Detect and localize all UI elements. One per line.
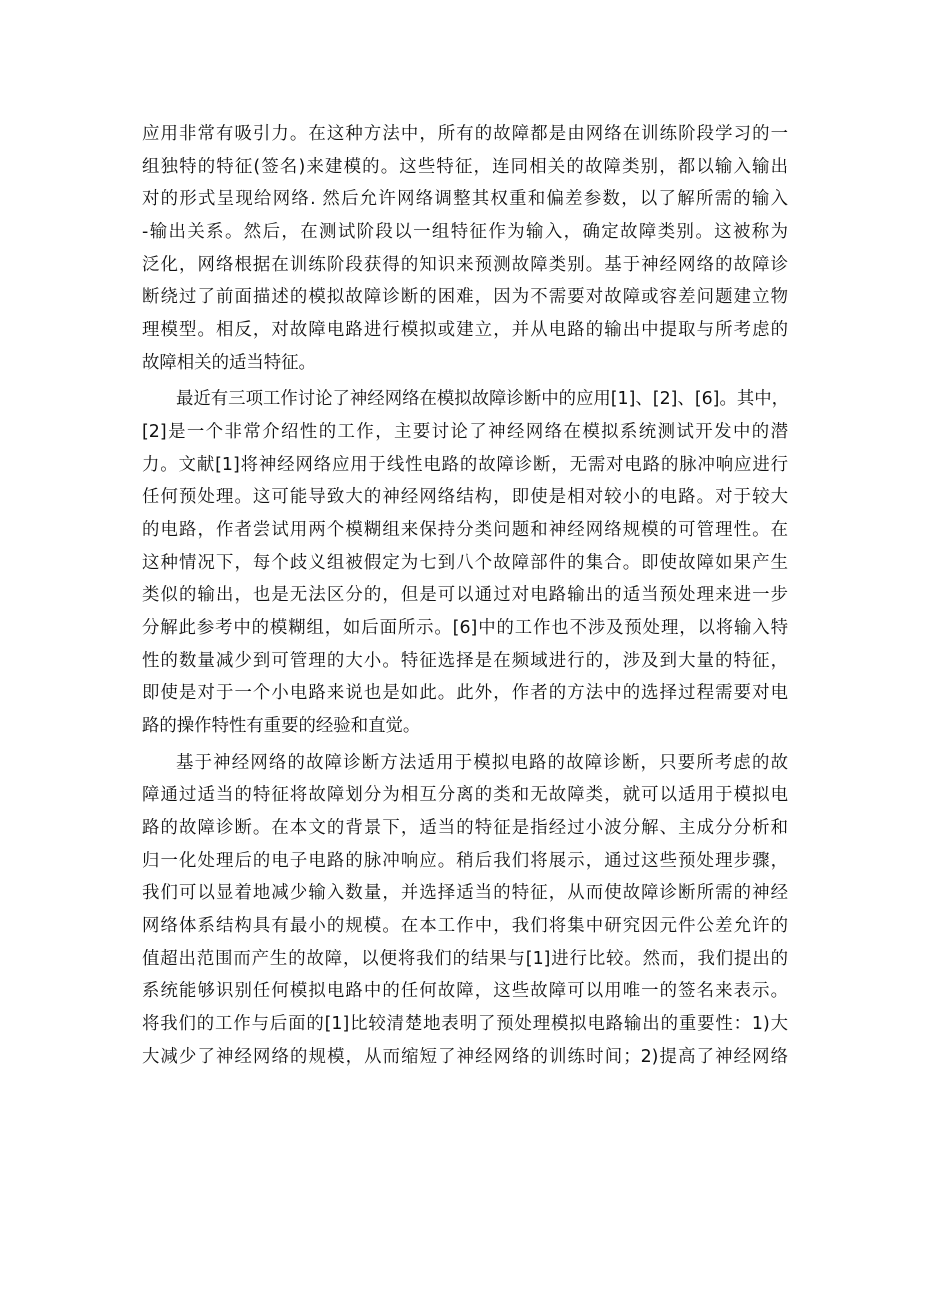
text-line: 我们可以显着地减少输入数量，并选择适当的特征，从而使故障诊断所需的神经 [142, 883, 788, 904]
text-line: 理模型。相反，对故障电路进行模拟或建立，并从电路的输出中提取与所考虑的 [142, 320, 788, 341]
text-line: 障通过适当的特征将故障划分为相互分离的类和无故障类，就可以适用于模拟电 [142, 785, 788, 806]
text-line: 基于神经网络的故障诊断方法适用于模拟电路的故障诊断，只要所考虑的故 [176, 752, 788, 773]
text-line: 将我们的工作与后面的[1]比较清楚地表明了预处理模拟电路输出的重要性：1)大 [142, 1014, 788, 1035]
paragraph-2 [142, 383, 788, 742]
body-text [142, 118, 788, 1073]
text-line: 的电路，作者尝试用两个模糊组来保持分类问题和神经网络规模的可管理性。在 [142, 520, 788, 541]
text-line: 大减少了神经网络的规模，从而缩短了神经网络的训练时间；2)提高了神经网络 [142, 1046, 788, 1067]
paragraph-3 [142, 747, 788, 1074]
text-line: 故障相关的适当特征。 [142, 352, 316, 373]
text-line: 泛化，网络根据在训练阶段获得的知识来预测故障类别。基于神经网络的故障诊 [142, 254, 788, 275]
text-line: 最近有三项工作讨论了神经网络在模拟故障诊断中的应用[1]、[2]、[6]。其中， [176, 389, 790, 410]
text-line: 组独特的特征(签名)来建模的。这些特征，连同相关的故障类别，都以输入输出 [142, 156, 788, 177]
paragraph-1 [142, 118, 788, 379]
text-line: 分解此参考中的模糊组，如后面所示。[6]中的工作也不涉及预处理，以将输入特 [142, 618, 788, 639]
text-line: 性的数量减少到可管理的大小。特征选择是在频域进行的，涉及到大量的特征， [142, 650, 788, 671]
text-line: 应用非常有吸引力。在这种方法中，所有的故障都是由网络在训练阶段学习的一 [142, 124, 788, 144]
text-line: 对的形式呈现给网络. 然后允许网络调整其权重和偏差参数，以了解所需的输入 [142, 189, 788, 210]
text-line: 这种情况下，每个歧义组被假定为七到八个故障部件的集合。即使故障如果产生 [142, 552, 788, 573]
text-line: 断绕过了前面描述的模拟故障诊断的困难，因为不需要对故障或容差问题建立物 [142, 287, 788, 308]
text-line: 力。文献[1]将神经网络应用于线性电路的故障诊断，无需对电路的脉冲响应进行 [142, 454, 788, 475]
text-line: 归一化处理后的电子电路的脉冲响应。稍后我们将展示，通过这些预处理步骤， [142, 850, 788, 871]
text-line: 类似的输出，也是无法区分的，但是可以通过对电路输出的适当预处理来进一步 [142, 585, 788, 606]
text-line: 路的故障诊断。在本文的背景下，适当的特征是指经过小波分解、主成分分析和 [142, 818, 788, 839]
text-line: 任何预处理。这可能导致大的神经网络结构，即使是相对较小的电路。对于较大 [142, 487, 788, 508]
text-line: 值超出范围而产生的故障，以便将我们的结果与[1]进行比较。然而，我们提出的 [142, 948, 788, 969]
text-line: -输出关系。然后，在测试阶段以一组特征作为输入，确定故障类别。这被称为 [142, 222, 788, 243]
text-line: [2]是一个非常介绍性的工作，主要讨论了神经网络在模拟系统测试开发中的潜 [142, 422, 788, 443]
text-line: 系统能够识别任何模拟电路中的任何故障，这些故障可以用唯一的签名来表示。 [142, 981, 788, 1002]
text-line: 网络体系结构具有最小的规模。在本工作中，我们将集中研究因元件公差允许的 [142, 916, 788, 937]
text-line: 即使是对于一个小电路来说也是如此。此外，作者的方法中的选择过程需要对电 [142, 683, 788, 704]
text-line: 路的操作特性有重要的经验和直觉。 [142, 716, 421, 737]
